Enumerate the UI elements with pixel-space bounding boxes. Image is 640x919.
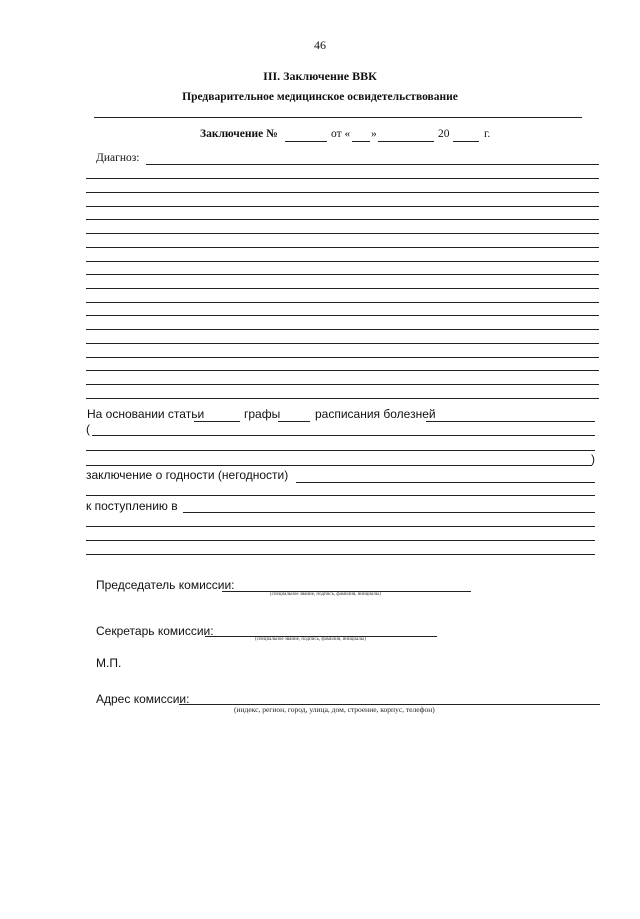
secretary-caption: (специальное звание, подпись, фамилия, инициалы) xyxy=(255,637,366,642)
fitness-label: заключение о годности (негодности) xyxy=(86,468,289,482)
diagnosis-label: Диагноз: xyxy=(96,152,140,164)
diagnosis-line[interactable] xyxy=(86,357,599,358)
conclusion-month-field[interactable] xyxy=(378,141,434,142)
diagnosis-line[interactable] xyxy=(86,247,599,248)
conclusion-quote-close: » xyxy=(371,128,377,140)
address-caption: (индекс, регион, город, улица, дом, строение, корпус, телефон) xyxy=(234,705,435,714)
admission-field[interactable] xyxy=(183,512,595,513)
basis-text-line[interactable] xyxy=(86,450,595,451)
conclusion-year-suffix: г. xyxy=(484,128,491,140)
conclusion-date-from: от « xyxy=(331,128,351,140)
conclusion-number-label: Заключение № xyxy=(200,128,278,140)
basis-column-field[interactable] xyxy=(278,421,310,422)
basis-text-line[interactable] xyxy=(86,465,592,466)
conclusion-number-field[interactable] xyxy=(285,141,327,142)
basis-paren-open: ( xyxy=(86,422,90,436)
diagnosis-line[interactable] xyxy=(86,343,599,344)
admission-line[interactable] xyxy=(86,526,595,527)
address-label: Адрес комиссии: xyxy=(96,692,190,706)
fitness-field[interactable] xyxy=(296,482,595,483)
diagnosis-line[interactable] xyxy=(86,192,599,193)
diagnosis-line[interactable] xyxy=(86,233,599,234)
diagnosis-line[interactable] xyxy=(86,315,599,316)
secretary-label: Секретарь комиссии: xyxy=(96,624,214,638)
diagnosis-line[interactable] xyxy=(86,329,599,330)
admission-label: к поступлению в xyxy=(86,499,178,513)
diagnosis-line[interactable] xyxy=(86,206,599,207)
diagnosis-line[interactable] xyxy=(86,178,599,179)
basis-article-label: На основании статьи xyxy=(87,407,205,421)
chairman-caption: (специальное звание, подпись, фамилия, инициалы) xyxy=(270,592,381,597)
diagnosis-line[interactable] xyxy=(86,370,599,371)
document-subtitle: Предварительное медицинское освидетельствование xyxy=(182,91,458,103)
basis-schedule-field[interactable] xyxy=(426,421,595,422)
basis-text-line[interactable] xyxy=(92,435,595,436)
basis-schedule-label: расписания болезней xyxy=(315,407,436,421)
admission-line[interactable] xyxy=(86,540,595,541)
diagnosis-line[interactable] xyxy=(86,261,599,262)
basis-column-label: графы xyxy=(244,407,281,421)
admission-line[interactable] xyxy=(86,554,595,555)
diagnosis-line[interactable] xyxy=(86,398,599,399)
diagnosis-field[interactable] xyxy=(146,164,599,165)
seal-label: М.П. xyxy=(96,656,122,670)
chairman-label: Председатель комиссии: xyxy=(96,578,235,592)
diagnosis-line[interactable] xyxy=(86,288,599,289)
subtitle-underline xyxy=(94,117,582,118)
diagnosis-line[interactable] xyxy=(86,384,599,385)
page-number: 46 xyxy=(314,38,326,52)
conclusion-year-field[interactable] xyxy=(453,141,479,142)
section-title: III. Заключение ВВК xyxy=(263,69,377,83)
conclusion-day-field[interactable] xyxy=(352,141,370,142)
basis-article-field[interactable] xyxy=(194,421,240,422)
diagnosis-line[interactable] xyxy=(86,274,599,275)
basis-paren-close: ) xyxy=(591,452,595,466)
diagnosis-line[interactable] xyxy=(86,302,599,303)
diagnosis-line[interactable] xyxy=(86,219,599,220)
fitness-line[interactable] xyxy=(86,495,595,496)
conclusion-year-prefix: 20 xyxy=(438,128,450,140)
